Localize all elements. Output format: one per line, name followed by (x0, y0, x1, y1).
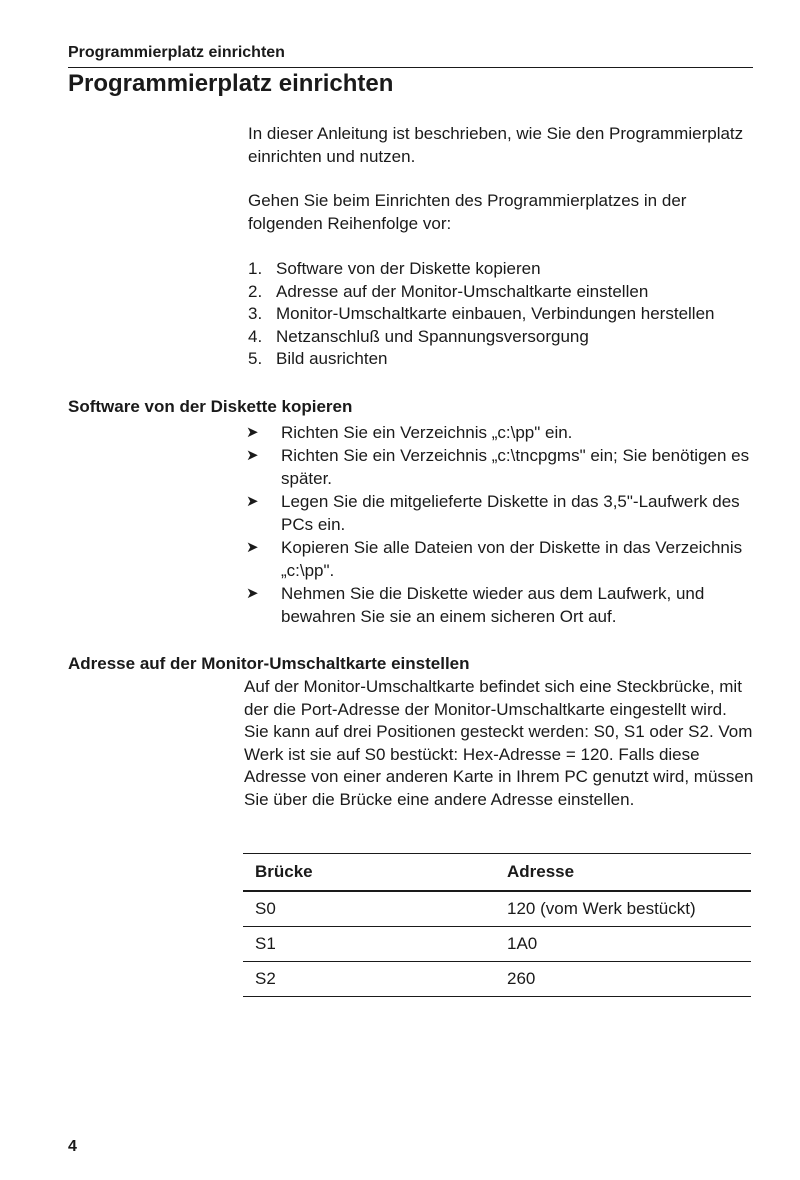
section-heading-address: Adresse auf der Monitor-Umschaltkarte einstellen (68, 654, 470, 673)
bridge-cell: S1 (243, 927, 495, 962)
address-paragraph: Auf der Monitor-Umschaltkarte befindet sich eine Steckbrücke, mit der die Port-Adresse der Monitor-Umschaltkarte eingestellt wird. Sie kann auf drei Positionen gesteckt werden: S0, S1 oder S2. Vom Werk ist sie auf S0 bestückt: Hex-Adresse = 120. Falls diese Adresse von einer anderen Karte in Ihrem PC genutzt wird, müssen Sie über die Brücke eine andere Adresse einstellen. (244, 677, 754, 809)
address-cell: 1A0 (495, 927, 751, 962)
arrow-bullet-icon: ➤ (246, 539, 259, 556)
address-cell: 120 (vom Werk bestückt) (495, 891, 751, 927)
software-steps-list (246, 421, 766, 628)
running-head: Programmierplatz einrichten (68, 44, 285, 61)
step-text: Software von der Diskette kopieren (276, 259, 541, 278)
bridge-cell: S2 (243, 962, 495, 997)
arrow-bullet-icon: ➤ (246, 493, 259, 510)
page-title: Programmierplatz einrichten (68, 70, 394, 97)
address-table (243, 853, 751, 997)
table-row (243, 891, 751, 927)
intro-paragraph-2: Gehen Sie beim Einrichten des Programmierplatzes in der folgenden Reihenfolge vor: (248, 191, 687, 233)
bullet-item (246, 582, 766, 628)
step-item (248, 303, 714, 326)
step-number: 1. (248, 259, 263, 278)
table-header-row (243, 854, 751, 892)
column-header-address: Adresse (495, 854, 751, 892)
page-number: 4 (68, 1138, 77, 1155)
step-number: 5. (248, 349, 263, 368)
address-cell: 260 (495, 962, 751, 997)
bullet-text: Kopieren Sie alle Dateien von der Diskette in das Verzeichnis „c:\pp". (281, 538, 743, 580)
steps-list (248, 258, 714, 371)
header-rule (68, 67, 753, 68)
step-item (248, 258, 714, 281)
bullet-text: Legen Sie die mitgelieferte Diskette in das 3,5"-Laufwerk des PCs ein. (281, 492, 740, 534)
step-text: Bild ausrichten (276, 349, 388, 368)
step-number: 2. (248, 281, 263, 301)
bridge-cell: S0 (243, 891, 495, 927)
section-heading-software: Software von der Diskette kopieren (68, 397, 353, 416)
step-item (248, 326, 714, 349)
column-header-bridge: Brücke (243, 854, 495, 892)
intro-paragraph-1: In dieser Anleitung ist beschrieben, wie Sie den Programmierplatz einrichten und nutzen. (248, 124, 744, 166)
step-item (248, 281, 714, 304)
arrow-bullet-icon: ➤ (246, 585, 259, 602)
bullet-item (246, 421, 766, 444)
bullet-item (246, 444, 766, 490)
table-row (243, 962, 751, 997)
bullet-item (246, 536, 766, 582)
bullet-text: Richten Sie ein Verzeichnis „c:\pp" ein. (281, 423, 573, 442)
bullet-text: Nehmen Sie die Diskette wieder aus dem Laufwerk, und bewahren Sie sie an einem sicheren Ort auf. (281, 584, 705, 626)
arrow-bullet-icon: ➤ (246, 424, 259, 441)
step-text: Adresse auf der Monitor-Umschaltkarte einstellen (276, 281, 649, 301)
step-number: 3. (248, 304, 263, 323)
arrow-bullet-icon: ➤ (246, 447, 259, 464)
step-text: Monitor-Umschaltkarte einbauen, Verbindungen herstellen (276, 304, 715, 323)
table-row (243, 927, 751, 962)
step-number: 4. (248, 326, 263, 346)
step-text: Netzanschluß und Spannungsversorgung (276, 326, 589, 346)
bullet-text: Richten Sie ein Verzeichnis „c:\tncpgms" ein; Sie benötigen es später. (281, 446, 750, 488)
bullet-item (246, 490, 766, 536)
step-item (248, 348, 714, 371)
